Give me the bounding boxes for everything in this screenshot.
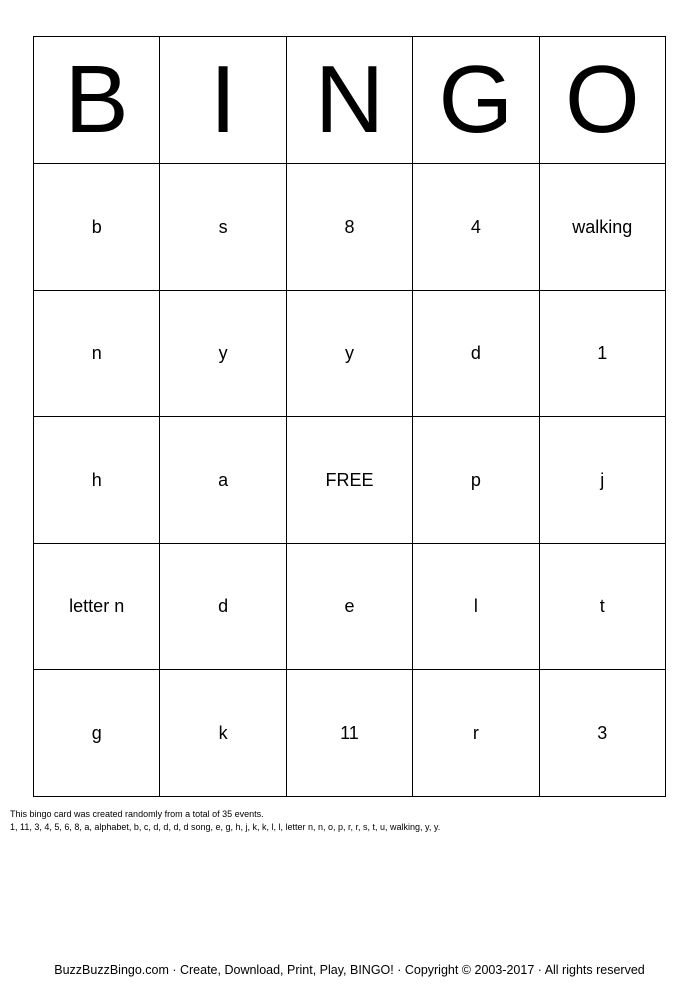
cell: e (286, 544, 412, 670)
cell: d (413, 291, 539, 417)
card-row-5 (34, 670, 666, 797)
card-row-2 (34, 291, 666, 417)
footer-copyright: BuzzBuzzBingo.com · Create, Download, Print, Play, BINGO! · Copyright © 2003-2017 · All rights reserved (54, 963, 645, 977)
cell: 3 (539, 670, 665, 797)
card-info-summary: This bingo card was created randomly from a total of 35 events. (10, 809, 264, 819)
header-letter-b: B (34, 37, 160, 164)
cell: t (539, 544, 665, 670)
cell: 4 (413, 164, 539, 291)
cell: l (413, 544, 539, 670)
card-row-3 (34, 417, 666, 544)
header-letter-i: I (160, 37, 286, 164)
cell: s (160, 164, 286, 291)
bingo-card (33, 36, 666, 797)
cell: a (160, 417, 286, 544)
cell: y (286, 291, 412, 417)
cell: k (160, 670, 286, 797)
cell: d (160, 544, 286, 670)
cell: 8 (286, 164, 412, 291)
cell: g (34, 670, 160, 797)
cell: y (160, 291, 286, 417)
header-letter-o: O (539, 37, 665, 164)
cell: b (34, 164, 160, 291)
cell: walking (539, 164, 665, 291)
cell: 11 (286, 670, 412, 797)
cell: p (413, 417, 539, 544)
card-info-event-list: 1, 11, 3, 4, 5, 6, 8, a, alphabet, b, c, d, d, d, d song, e, g, h, j, k, k, l, l, letter n, n, o, p, r, r, s, t, u, walking, y, y. (10, 822, 441, 832)
cell: h (34, 417, 160, 544)
free-space-cell: FREE (286, 417, 412, 544)
cell: n (34, 291, 160, 417)
cell: r (413, 670, 539, 797)
card-info (10, 808, 440, 834)
header-letter-n: N (286, 37, 412, 164)
header-row (34, 37, 666, 164)
header-letter-g: G (413, 37, 539, 164)
cell: letter n (34, 544, 160, 670)
card-row-4 (34, 544, 666, 670)
card-row-1 (34, 164, 666, 291)
cell: 1 (539, 291, 665, 417)
cell: j (539, 417, 665, 544)
